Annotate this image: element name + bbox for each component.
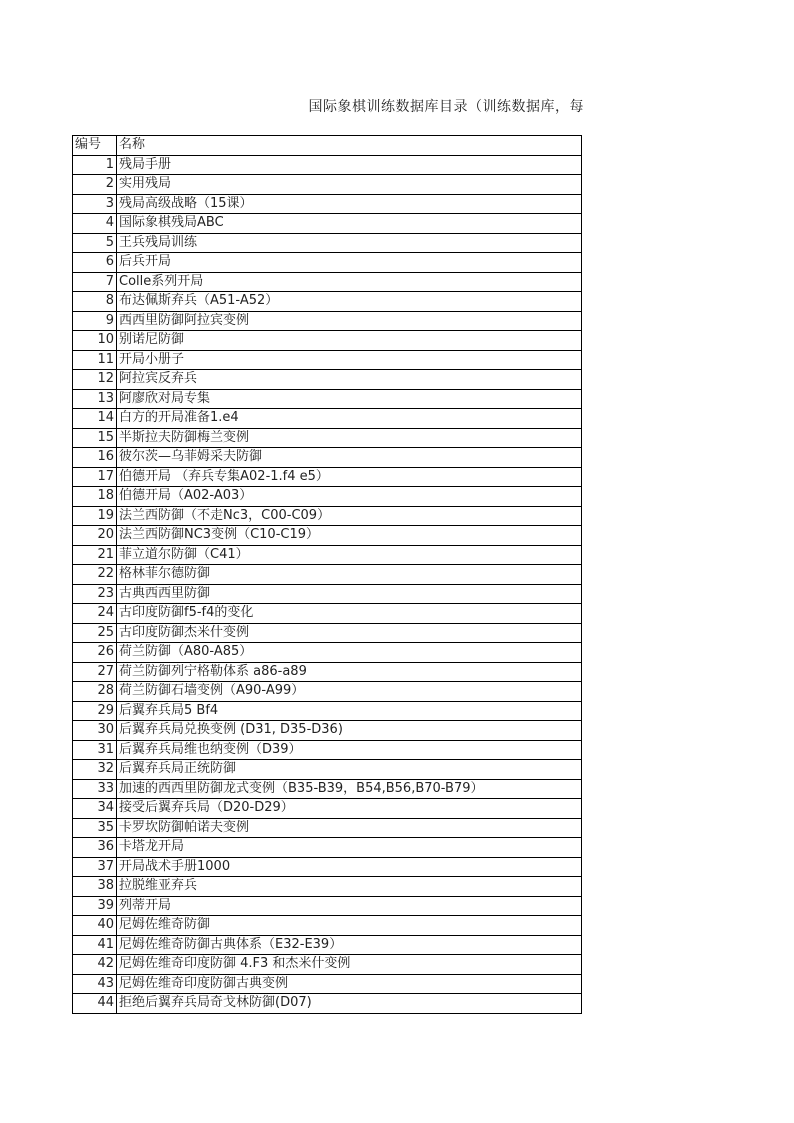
- table-row: [73, 448, 582, 468]
- table-row: [73, 818, 582, 838]
- table-row: [73, 838, 582, 858]
- row-number: 12: [73, 370, 117, 390]
- row-number: 24: [73, 604, 117, 624]
- row-number: 42: [73, 955, 117, 975]
- table-row: [73, 643, 582, 663]
- table-header-row: [73, 136, 582, 156]
- column-header-number: 编号: [73, 136, 117, 156]
- table-body: [73, 155, 582, 1013]
- table-row: [73, 994, 582, 1014]
- table-row: [73, 760, 582, 780]
- table-row: [73, 896, 582, 916]
- table-row: [73, 857, 582, 877]
- table-row: [73, 565, 582, 585]
- catalog-table: [72, 135, 582, 1014]
- row-name: 后兵开局: [117, 253, 582, 273]
- table-row: [73, 311, 582, 331]
- table-row: [73, 292, 582, 312]
- row-number: 19: [73, 506, 117, 526]
- row-number: 16: [73, 448, 117, 468]
- row-number: 25: [73, 623, 117, 643]
- row-number: 4: [73, 214, 117, 234]
- table-row: [73, 487, 582, 507]
- row-name: 法兰西防御NC3变例（C10-C19）: [117, 526, 582, 546]
- table-row: [73, 682, 582, 702]
- row-name: 后翼弃兵局正统防御: [117, 760, 582, 780]
- row-number: 1: [73, 155, 117, 175]
- table-row: [73, 623, 582, 643]
- row-name: 荷兰防御石墙变例（A90-A99）: [117, 682, 582, 702]
- row-number: 34: [73, 799, 117, 819]
- table-row: [73, 916, 582, 936]
- row-number: 39: [73, 896, 117, 916]
- table-row: [73, 701, 582, 721]
- row-name: 实用残局: [117, 175, 582, 195]
- table-row: [73, 370, 582, 390]
- row-name: 开局小册子: [117, 350, 582, 370]
- row-number: 17: [73, 467, 117, 487]
- row-number: 27: [73, 662, 117, 682]
- table-row: [73, 467, 582, 487]
- row-number: 20: [73, 526, 117, 546]
- row-number: 35: [73, 818, 117, 838]
- table-row: [73, 584, 582, 604]
- row-name: 后翼弃兵局兑换变例 (D31, D35-D36): [117, 721, 582, 741]
- row-name: 尼姆佐维奇印度防御 4.F3 和杰米什变例: [117, 955, 582, 975]
- row-name: 格林菲尔德防御: [117, 565, 582, 585]
- row-name: 尼姆佐维奇印度防御古典变例: [117, 974, 582, 994]
- table-row: [73, 428, 582, 448]
- row-number: 7: [73, 272, 117, 292]
- row-number: 43: [73, 974, 117, 994]
- table-row: [73, 526, 582, 546]
- table-row: [73, 721, 582, 741]
- row-number: 40: [73, 916, 117, 936]
- row-number: 13: [73, 389, 117, 409]
- row-number: 26: [73, 643, 117, 663]
- row-name: 残局手册: [117, 155, 582, 175]
- row-name: 伯德开局 （弃兵专集A02-1.f4 e5）: [117, 467, 582, 487]
- row-name: 半斯拉夫防御梅兰变例: [117, 428, 582, 448]
- table-row: [73, 331, 582, 351]
- row-name: 卡塔龙开局: [117, 838, 582, 858]
- row-number: 23: [73, 584, 117, 604]
- row-name: 后翼弃兵局5 Bf4: [117, 701, 582, 721]
- row-number: 14: [73, 409, 117, 429]
- table-row: [73, 350, 582, 370]
- table-row: [73, 779, 582, 799]
- row-name: 开局战术手册1000: [117, 857, 582, 877]
- row-name: Colle系列开局: [117, 272, 582, 292]
- row-name: 拒绝后翼弃兵局奇戈林防御(D07): [117, 994, 582, 1014]
- row-name: 残局高级战略（15课）: [117, 194, 582, 214]
- row-number: 18: [73, 487, 117, 507]
- row-name: 西西里防御阿拉宾变例: [117, 311, 582, 331]
- table-row: [73, 955, 582, 975]
- row-name: 菲立道尔防御（C41）: [117, 545, 582, 565]
- row-name: 拉脱维亚弃兵: [117, 877, 582, 897]
- row-number: 9: [73, 311, 117, 331]
- table-row: [73, 506, 582, 526]
- row-number: 2: [73, 175, 117, 195]
- row-name: 荷兰防御列宁格勒体系 a86-a89: [117, 662, 582, 682]
- row-number: 11: [73, 350, 117, 370]
- table-row: [73, 877, 582, 897]
- row-name: 加速的西西里防御龙式变例（B35-B39，B54,B56,B70-B79）: [117, 779, 582, 799]
- table-row: [73, 155, 582, 175]
- row-number: 33: [73, 779, 117, 799]
- row-name: 王兵残局训练: [117, 233, 582, 253]
- row-name: 尼姆佐维奇防御古典体系（E32-E39）: [117, 935, 582, 955]
- row-name: 后翼弃兵局维也纳变例（D39）: [117, 740, 582, 760]
- table-row: [73, 935, 582, 955]
- row-name: 尼姆佐维奇防御: [117, 916, 582, 936]
- row-name: 阿廖欣对局专集: [117, 389, 582, 409]
- row-number: 6: [73, 253, 117, 273]
- row-number: 37: [73, 857, 117, 877]
- row-name: 伯德开局（A02-A03）: [117, 487, 582, 507]
- row-name: 彼尔茨—乌菲姆采夫防御: [117, 448, 582, 468]
- document-title: 国际象棋训练数据库目录（训练数据库，每: [308, 99, 584, 115]
- row-name: 接受后翼弃兵局（D20-D29）: [117, 799, 582, 819]
- table-row: [73, 272, 582, 292]
- row-number: 29: [73, 701, 117, 721]
- row-number: 8: [73, 292, 117, 312]
- row-name: 别诺尼防御: [117, 331, 582, 351]
- table-row: [73, 409, 582, 429]
- table-row: [73, 662, 582, 682]
- row-number: 36: [73, 838, 117, 858]
- table-row: [73, 799, 582, 819]
- table-row: [73, 740, 582, 760]
- table-row: [73, 214, 582, 234]
- row-number: 10: [73, 331, 117, 351]
- row-number: 32: [73, 760, 117, 780]
- row-name: 白方的开局准备1.e4: [117, 409, 582, 429]
- table-row: [73, 233, 582, 253]
- row-name: 古印度防御杰米什变例: [117, 623, 582, 643]
- row-name: 列蒂开局: [117, 896, 582, 916]
- row-name: 布达佩斯弃兵（A51-A52）: [117, 292, 582, 312]
- row-number: 5: [73, 233, 117, 253]
- table-row: [73, 194, 582, 214]
- row-name: 国际象棋残局ABC: [117, 214, 582, 234]
- table-row: [73, 545, 582, 565]
- row-number: 31: [73, 740, 117, 760]
- row-name: 古印度防御f5-f4的变化: [117, 604, 582, 624]
- row-name: 卡罗坎防御帕诺夫变例: [117, 818, 582, 838]
- row-number: 22: [73, 565, 117, 585]
- row-number: 15: [73, 428, 117, 448]
- row-name: 阿拉宾反弃兵: [117, 370, 582, 390]
- row-number: 44: [73, 994, 117, 1014]
- row-number: 3: [73, 194, 117, 214]
- table-row: [73, 389, 582, 409]
- table-row: [73, 175, 582, 195]
- row-name: 古典西西里防御: [117, 584, 582, 604]
- table-row: [73, 604, 582, 624]
- table-row: [73, 253, 582, 273]
- row-number: 41: [73, 935, 117, 955]
- row-name: 荷兰防御（A80-A85）: [117, 643, 582, 663]
- row-number: 21: [73, 545, 117, 565]
- row-name: 法兰西防御（不走Nc3，C00-C09）: [117, 506, 582, 526]
- row-number: 30: [73, 721, 117, 741]
- column-header-name: 名称: [117, 136, 582, 156]
- table-row: [73, 974, 582, 994]
- row-number: 28: [73, 682, 117, 702]
- row-number: 38: [73, 877, 117, 897]
